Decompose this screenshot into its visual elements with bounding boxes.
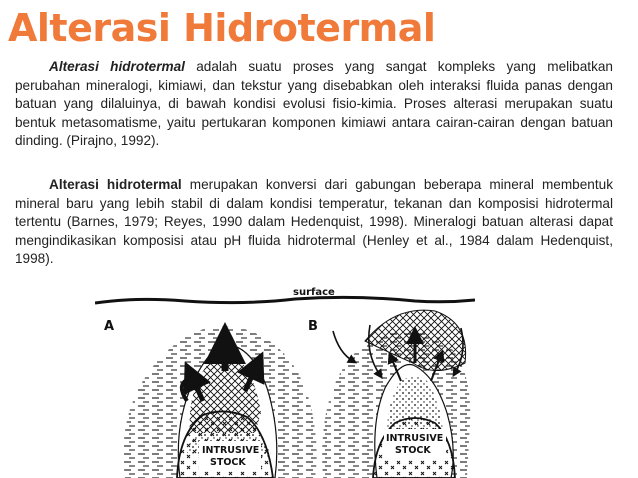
paragraph-conversion <box>15 176 613 269</box>
panel-a <box>104 319 317 478</box>
panel-b-label: B <box>308 319 318 334</box>
paragraph-definition <box>15 58 613 151</box>
fluid-arrow-icon <box>333 331 353 361</box>
surface-label: surface <box>293 287 335 298</box>
slide-title: Alterasi Hidrotermal <box>8 6 436 50</box>
paragraph-body: merupakan konversi dari gabungan beberapa mineral membentuk mineral baru yang lebih stabil di dalam kondisi temperatur, tekanan dan komposisi hidrotermal tertentu (Barnes, 1979; Reyes, 1990 dalam Hedenquist, 1998). Mineralogi batuan alterasi dapat mengindikasikan komposisi atau pH fluida hidrotermal (Henley et al., 1984 dalam Hedenquist, 1998). <box>15 177 613 267</box>
term-highlight: Alterasi hidrotermal <box>49 59 185 74</box>
paragraph-body: adalah suatu proses yang sangat kompleks yang melibatkan perubahan mineralogi, kimiawi, dan tekstur yang disebabkan oleh interaksi fluida panas dengan batuan yang dilaluinya, di bawah kondisi evolusi fisio-kimia. Proses alterasi merupakan suatu bentuk metasomatisme, yaitu pertukaran komponen kimiawi antara cairan-cairan dengan batuan dinding. (Pirajno, 1992). <box>15 59 613 149</box>
stock-label-a-line2: STOCK <box>210 457 246 468</box>
stock-label-b-line1: INTRUSIVE <box>386 433 444 444</box>
stock-label-b-line2: STOCK <box>395 445 431 456</box>
alteration-diagram <box>95 283 475 478</box>
panel-a-label: A <box>104 319 115 334</box>
surface-line <box>95 297 475 303</box>
stock-label-a-line1: INTRUSIVE <box>202 445 260 456</box>
term-highlight: Alterasi hidrotermal <box>49 177 182 192</box>
panel-b <box>308 310 470 478</box>
